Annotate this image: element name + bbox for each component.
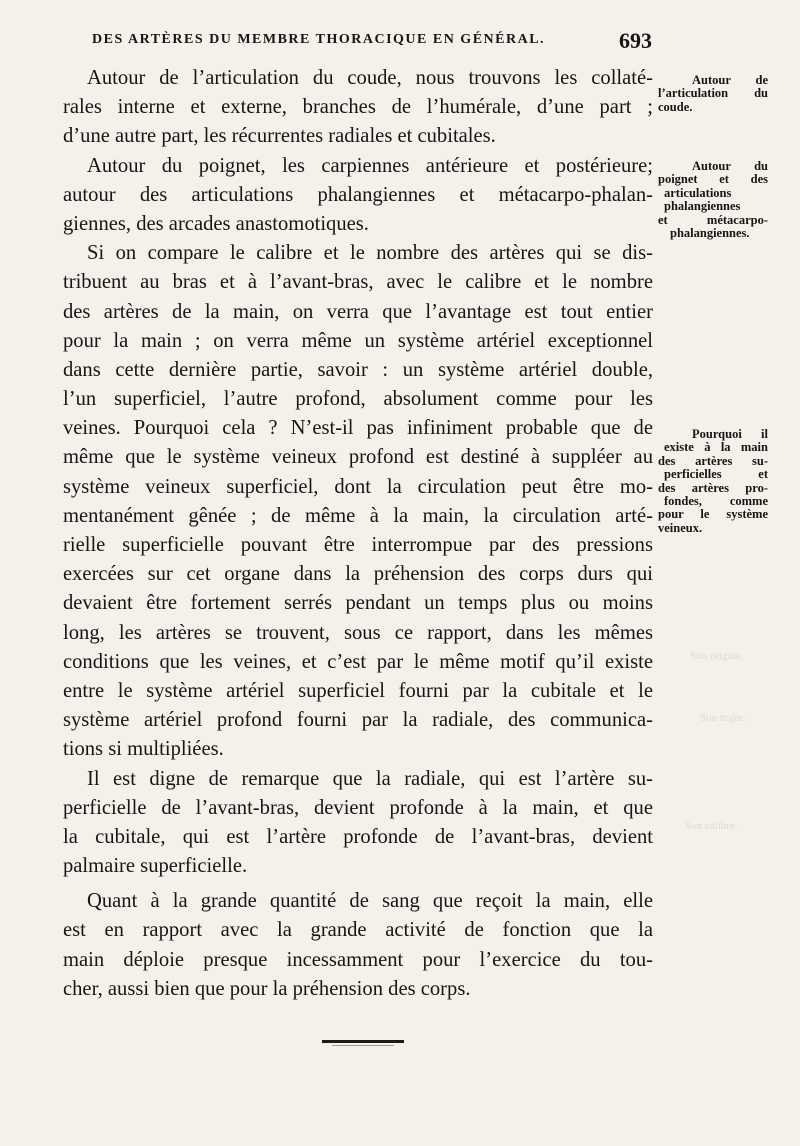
page-number: 693	[619, 28, 652, 53]
text-line: Quant à la grande quantité de sang que reçoit la main, elle	[87, 890, 653, 913]
margin-note-line: Autour de	[692, 73, 768, 87]
margin-note-line: des artères su-	[658, 453, 768, 468]
text-line: tions si multipliées.	[63, 738, 224, 761]
text-line: d’une autre part, les récurrentes radiales et cubitales.	[63, 125, 496, 148]
text-line: mentanément gênée ; de même à la main, la circulation arté-	[63, 504, 653, 527]
text-line: tribuent au bras et à l’avant-bras, avec le calibre et le nombre	[63, 271, 653, 294]
margin-note-double-system	[658, 428, 768, 535]
text-line: Autour de l’articulation du coude, nous trouvons les collaté-	[87, 67, 653, 89]
bleed-through-text: Son calibre.	[685, 820, 738, 832]
margin-note-line: articulations	[664, 185, 732, 200]
text-line: autour des articulations phalangiennes et métacarpo-phalan-	[63, 183, 653, 206]
text-line: palmaire superficielle.	[63, 855, 248, 878]
body-text	[63, 64, 653, 1004]
text-line: dans cette dernière partie, savoir : un système artériel double,	[63, 358, 653, 381]
margin-note-line: veineux.	[658, 520, 703, 535]
margin-note-elbow	[658, 74, 768, 114]
text-line: perficielle de l’avant-bras, devient profonde à la main, et que	[63, 796, 653, 819]
text-line: Il est digne de remarque que la radiale, qui est l’artère su-	[87, 767, 653, 790]
margin-note-line: coude.	[658, 99, 693, 114]
text-line: exercées sur cet organe dans la préhension des corps durs qui	[63, 563, 653, 586]
text-line: rielle superficielle pouvant être interrompue par des pressions	[63, 534, 653, 556]
text-line: veines. Pourquoi cela ? N’est-il pas infiniment probable que de	[63, 417, 653, 440]
text-line: main déploie presque incessamment pour l’exercice du tou-	[63, 948, 653, 971]
text-line: la cubitale, qui est l’artère profonde de l’avant-bras, devient	[63, 825, 653, 848]
text-line: pour la main ; on verra même un système artériel exceptionnel	[63, 329, 653, 352]
bleed-through-text: Son origine.	[690, 650, 744, 662]
text-line: des artères de la main, on verra que l’avantage est tout entier	[63, 300, 653, 323]
text-line: est en rapport avec la grande activité de fonction que la	[63, 919, 653, 942]
bleed-through-text: Son trajet.	[700, 712, 746, 724]
margin-note-line: phalangiennes.	[670, 226, 750, 241]
margin-note-line: et métacarpo-	[658, 212, 768, 227]
text-line: cher, aussi bien que pour la préhension des corps.	[63, 977, 471, 1000]
paragraph	[63, 239, 653, 764]
paragraph	[63, 765, 653, 882]
text-line: long, les artères se trouvent, sous ce rapport, dans les mêmes	[63, 621, 653, 644]
text-line: devaient être fortement serrés pendant un temps plus ou moins	[63, 592, 653, 615]
paragraph	[63, 64, 653, 152]
paragraph	[63, 887, 653, 1004]
margin-note-line: des artères pro-	[658, 480, 768, 495]
text-line: l’un superficiel, l’autre profond, absolument comme pour les	[63, 388, 653, 411]
text-line: giennes, des arcades anastomotiques.	[63, 212, 369, 235]
margin-note-line: pour le système	[658, 507, 768, 522]
margin-note-line: Autour du	[692, 159, 768, 173]
margin-note-line: phalangiennes	[664, 199, 741, 214]
closing-rule	[322, 1040, 404, 1043]
text-line: système veineux superficiel, dont la circulation peut être mo-	[63, 475, 653, 498]
text-line: entre le système artériel superficiel fourni par la cubitale et le	[63, 679, 653, 702]
margin-note-wrist	[658, 160, 768, 240]
text-line: Si on compare le calibre et le nombre des artères qui se dis-	[87, 242, 653, 265]
closing-rule-thin	[332, 1045, 394, 1046]
text-line: même que le système veineux profond est destiné à suppléer au	[63, 446, 653, 469]
text-line: conditions que les veines, et c’est par le même motif qu’il existe	[63, 650, 653, 673]
margin-note-line: perficielles et	[664, 467, 768, 482]
page-header	[92, 28, 652, 52]
margin-note-line: Pourquoi il	[692, 427, 768, 441]
margin-note-line: existe à la main	[664, 440, 768, 455]
margin-note-line: l’articulation du	[658, 86, 768, 101]
running-head: DES ARTÈRES DU MEMBRE THORACIQUE EN GÉNÉRAL.	[92, 32, 546, 47]
margin-note-line: fondes, comme	[664, 494, 768, 509]
text-line: rales interne et externe, branches de l’humérale, d’une part ;	[63, 96, 653, 119]
text-line: Autour du poignet, les carpiennes antérieure et postérieure;	[87, 154, 653, 177]
text-line: système artériel profond fourni par la radiale, des communica-	[63, 709, 653, 732]
margin-note-line: poignet et des	[658, 172, 768, 187]
paragraph	[63, 152, 653, 240]
